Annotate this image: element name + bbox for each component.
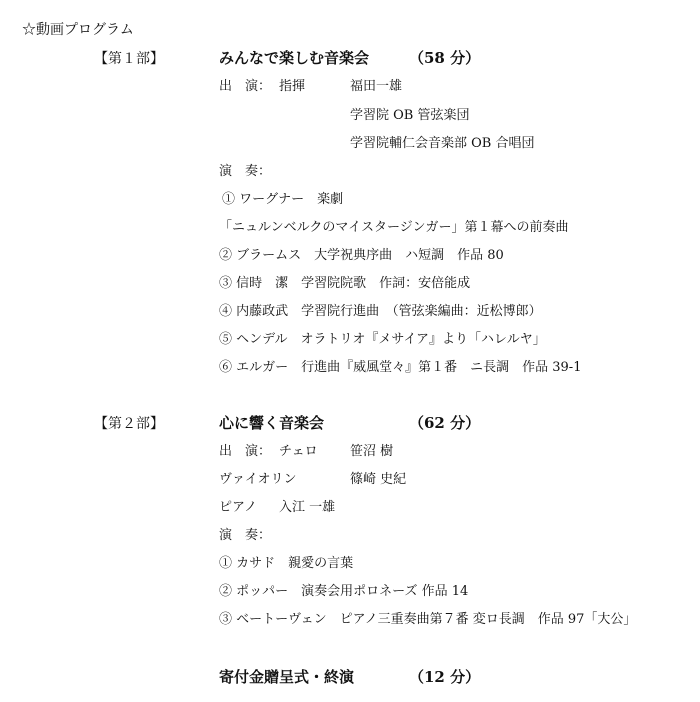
part1-performers-label: 出 演： — [219, 79, 272, 94]
part1-item-4: ④ 内藤政武 学習院行進曲 （管弦楽編曲：近松博郎） — [219, 304, 542, 319]
part2-violin-role: ヴァイオリン — [219, 472, 297, 487]
part1-title: みんなで楽しむ音楽会 — [219, 49, 370, 67]
part2-label: 【第２部】 — [94, 416, 164, 432]
part2-title: 心に響く音楽会 — [219, 414, 325, 432]
part2-cello-role: チェロ — [279, 444, 318, 459]
part1-item-2: ② ブラームス 大学祝典序曲 ハ短調 作品 80 — [219, 248, 504, 263]
closing-title: 寄付金贈呈式・終演 — [219, 668, 355, 686]
part2-duration: （62 分） — [409, 414, 481, 432]
part2-program-label: 演 奏： — [219, 528, 272, 543]
part2-cello-name: 笹沼 樹 — [350, 444, 394, 459]
part1-duration: （58 分） — [409, 49, 481, 67]
part1-item-5: ⑤ ヘンデル オラトリオ『メサイア』より「ハレルヤ」 — [219, 332, 546, 347]
part1-item-6: ⑥ エルガー 行進曲『威風堂々』第１番 ニ長調 作品 39-1 — [219, 360, 582, 375]
part1-conductor-name: 福田一雄 — [350, 79, 403, 94]
part1-program-label: 演 奏： — [219, 164, 272, 179]
closing-duration: （12 分） — [409, 668, 481, 686]
part2-piano-role: ピアノ — [219, 500, 257, 515]
part2-item-1: ① カサド 親愛の言葉 — [219, 556, 354, 571]
part2-piano-name: 入江 一雄 — [279, 500, 336, 515]
part2-performers-label: 出 演： — [219, 444, 272, 459]
part1-item-1-work: 「ニュルンベルクのマイスタージンガー」第１幕への前奏曲 — [219, 220, 569, 235]
part1-item-1: ① ワーグナー 楽劇 — [222, 192, 344, 207]
part1-item-3: ③ 信時 潔 学習院院歌 作詞：安倍能成 — [219, 276, 471, 291]
part2-item-3: ③ ベートーヴェン ピアノ三重奏曲第７番 変ロ長調 作品 97「大公」 — [219, 612, 637, 627]
part1-choir: 学習院輔仁会音楽部 OB 合唱団 — [350, 136, 535, 151]
part2-item-2: ② ポッパー 演奏会用ポロネーズ 作品 14 — [219, 584, 469, 599]
part1-conductor-role: 指揮 — [279, 79, 306, 94]
part2-violin-name: 篠崎 史紀 — [350, 472, 407, 487]
part1-orchestra: 学習院 OB 管弦楽団 — [350, 108, 470, 123]
program-heading: ☆動画プログラム — [22, 22, 134, 38]
part1-label: 【第１部】 — [94, 51, 164, 67]
